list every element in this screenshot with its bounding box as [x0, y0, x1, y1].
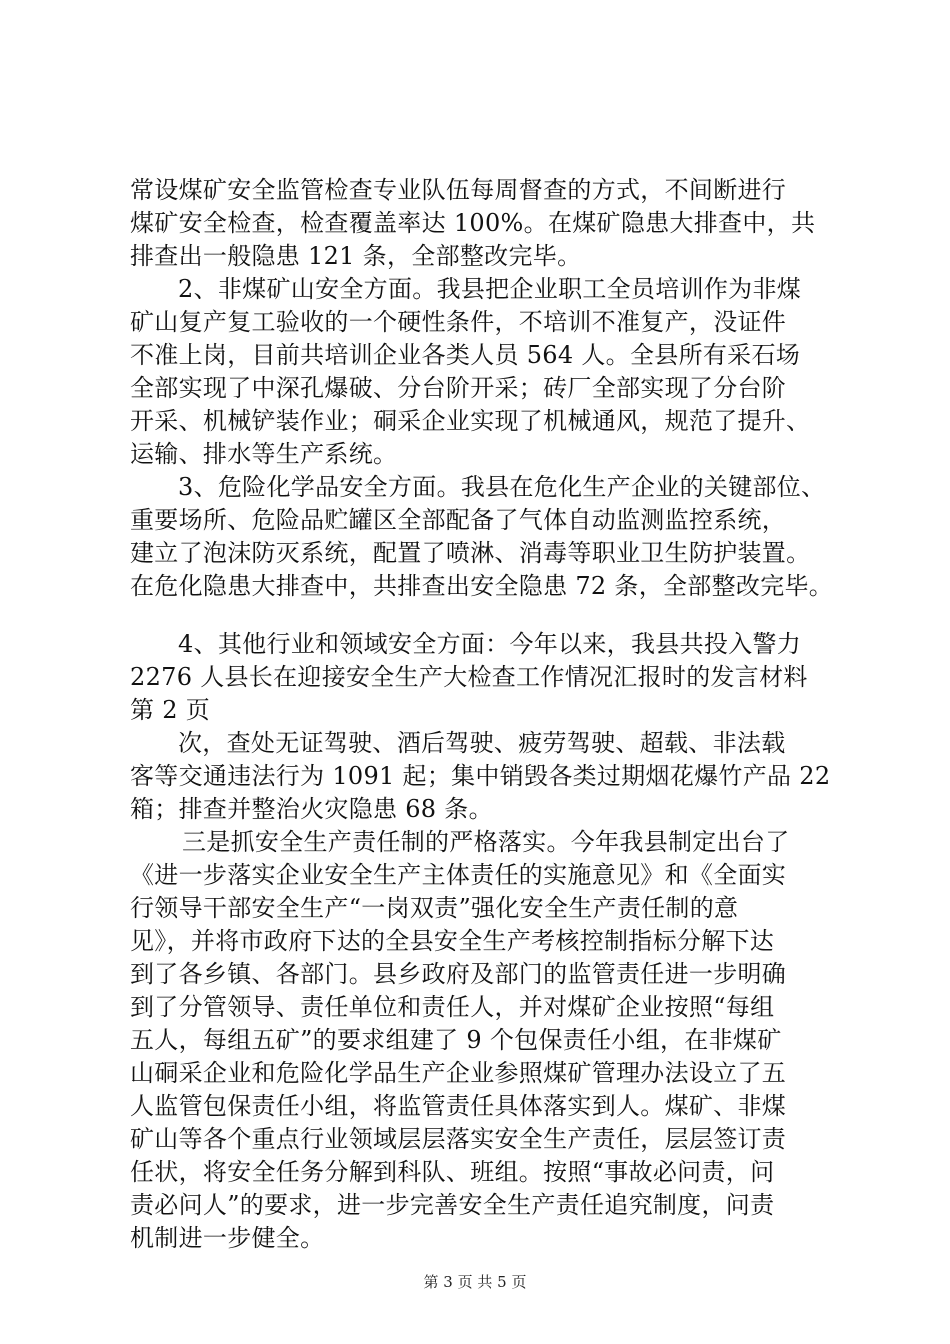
page-footer: 第 3 页 共 5 页 [423, 1273, 527, 1291]
paragraph-line: 见》，并将市政府下达的全县安全生产考核控制指标分解下达 [130, 927, 775, 955]
paragraph-line: 运输、排水等生产系统。 [130, 440, 398, 468]
paragraph-line: 到了各乡镇、各部门。县乡政府及部门的监管责任进一步明确 [130, 960, 787, 988]
paragraph-line: 箱；排查并整治火灾隐患 68 条。 [130, 795, 493, 823]
paragraph-line: 在危化隐患大排查中，共排查出安全隐患 72 条，全部整改完毕。 [130, 572, 834, 600]
paragraph-line: 三是抓安全生产责任制的严格落实。今年我县制定出台了 [182, 828, 790, 856]
paragraph-line: 人监管包保责任小组，将监管责任具体落实到人。煤矿、非煤 [130, 1092, 787, 1120]
paragraph-line: 开采、机械铲装作业；硐采企业实现了机械通风，规范了提升、 [130, 407, 811, 435]
paragraph-line: 常设煤矿安全监管检查专业队伍每周督查的方式，不间断进行 [130, 176, 787, 204]
paragraph-line: 矿山等各个重点行业领域层层落实安全生产责任，层层签订责 [130, 1125, 787, 1153]
paragraph-line: 机制进一步健全。 [130, 1224, 325, 1252]
paragraph-line: 五人，每组五矿”的要求组建了 9 个包保责任小组，在非煤矿 [130, 1026, 782, 1054]
paragraph-line: 不准上岗，目前共培训企业各类人员 564 人。全县所有采石场 [130, 341, 801, 369]
paragraph-line: 煤矿安全检查，检查覆盖率达 100%。在煤矿隐患大排查中，共 [130, 209, 816, 237]
paragraph-line: 4、其他行业和领域安全方面：今年以来，我县共投入警力 [178, 630, 802, 658]
paragraph-line: 重要场所、危险品贮罐区全部配备了气体自动监测监控系统， [130, 506, 787, 534]
paragraph-line: 山硐采企业和危险化学品生产企业参照煤矿管理办法设立了五 [130, 1059, 787, 1087]
paragraph-line: 第 2 页 [130, 696, 211, 724]
paragraph-line: 全部实现了中深孔爆破、分台阶开采；砖厂全部实现了分台阶 [130, 374, 787, 402]
paragraph-line: 建立了泡沫防灭系统，配置了喷淋、消毒等职业卫生防护装置。 [130, 539, 811, 567]
paragraph-line: 排查出一般隐患 121 条，全部整改完毕。 [130, 242, 582, 270]
paragraph-line: 任状，将安全任务分解到科队、班组。按照“事故必问责，问 [130, 1158, 775, 1186]
paragraph-line: 到了分管领导、责任单位和责任人，并对煤矿企业按照“每组 [130, 993, 775, 1021]
paragraph-line: 2、非煤矿山安全方面。我县把企业职工全员培训作为非煤 [178, 275, 802, 303]
paragraph-line: 2276 人县长在迎接安全生产大检查工作情况汇报时的发言材料 [130, 663, 808, 691]
paragraph-line: 次，查处无证驾驶、酒后驾驶、疲劳驾驶、超载、非法载 [178, 729, 786, 757]
paragraph-line: 责必问人”的要求，进一步完善安全生产责任追究制度，问责 [130, 1191, 775, 1219]
paragraph-line: 矿山复产复工验收的一个硬性条件，不培训不准复产，没证件 [130, 308, 787, 336]
paragraph-line: 行领导干部安全生产“一岗双责”强化安全生产责任制的意 [130, 894, 739, 922]
paragraph-line: 《进一步落实企业安全生产主体责任的实施意见》和《全面实 [130, 861, 787, 889]
paragraph-line: 客等交通违法行为 1091 起；集中销毁各类过期烟花爆竹产品 22 [130, 762, 831, 790]
paragraph-line: 3、危险化学品安全方面。我县在危化生产企业的关键部位、 [178, 473, 826, 501]
